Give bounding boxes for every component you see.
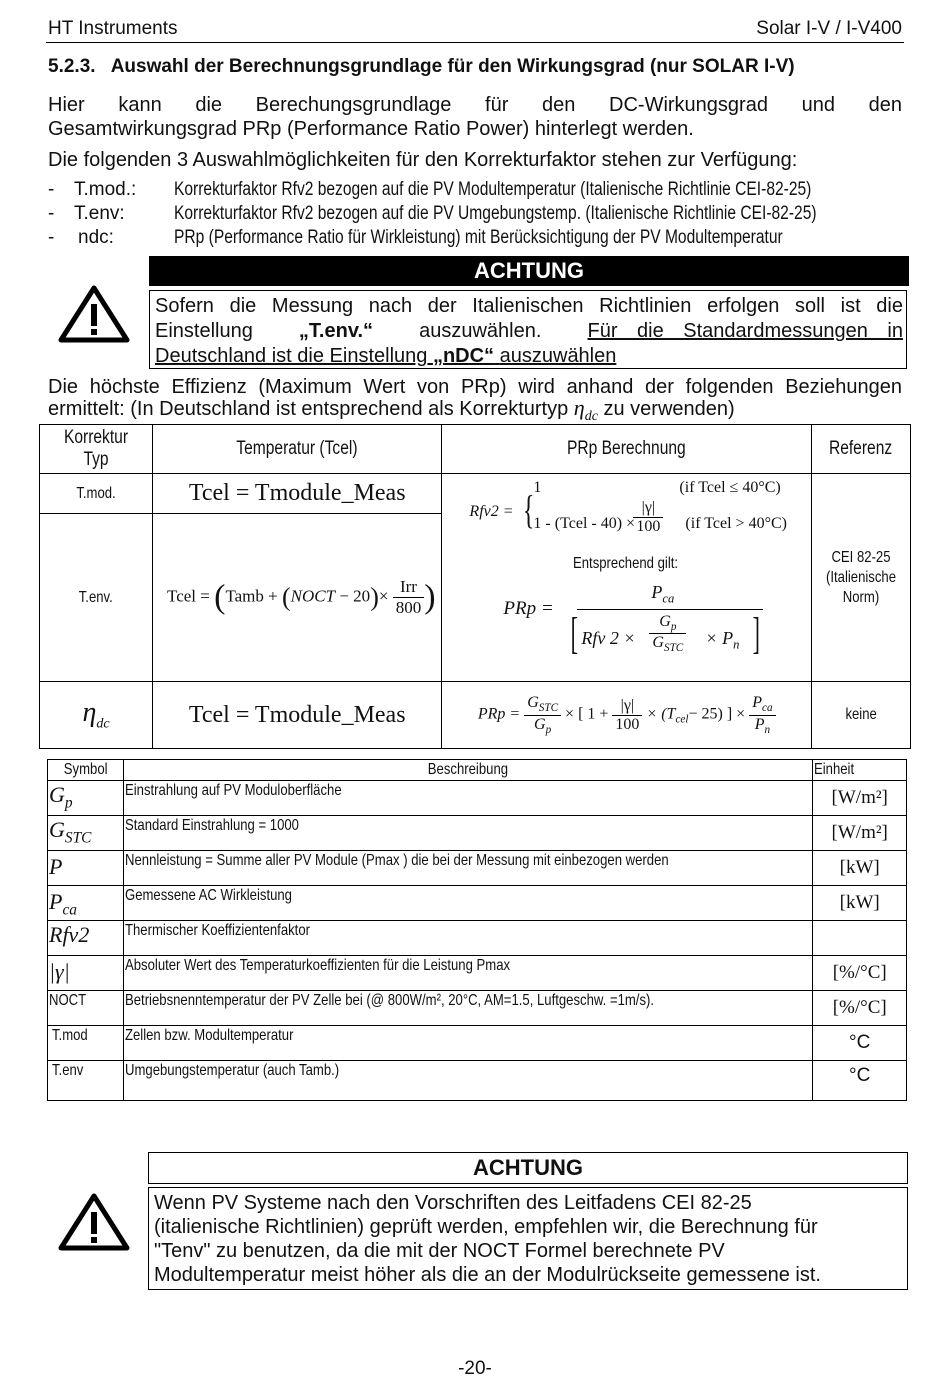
warning1-line1: Sofern die Messung nach der Italienischen Richtlinien erfolgen soll ist die	[155, 295, 903, 317]
warning1-box	[149, 290, 907, 369]
header-prp: PRp Berechnung	[442, 425, 812, 474]
unit-cell: °C	[813, 1061, 907, 1101]
warning2-line3: "Tenv" zu benutzen, da die mit der NOCT Formel berechnete PV	[154, 1240, 725, 1262]
option-key: T.env:	[74, 203, 125, 224]
header-typ: Korrektur Typ	[40, 425, 153, 474]
ndc-ref: keine	[811, 682, 910, 749]
row-ndc	[40, 682, 911, 749]
warning2-line2: (italienische Richtlinien) geprüft werden, empfehlen wir, die Berechnung für	[154, 1216, 818, 1238]
symbol-cell: Rfv2	[48, 921, 124, 956]
warning2-box	[148, 1187, 908, 1290]
desc-cell: Betriebsnenntemperatur der PV Zelle bei (@ 800W/m², 20°C, AM=1.5, Luftgeschw. =1m/s).	[123, 991, 813, 1026]
efficiency-line2: ermittelt: (In Deutschland ist entsprechend als Korrekturtyp $\eta_{dc}$ zu verwenden)	[48, 395, 735, 424]
symbol-table	[47, 759, 907, 1101]
desc-cell: Nennleistung = Summe aller PV Module (Pmax ) die bei der Messung mit einbezogen werden	[123, 851, 813, 886]
header-temp: Temperatur (Tcel)	[153, 425, 442, 474]
desc-cell: Standard Einstrahlung = 1000	[123, 816, 813, 851]
ndc-label: $\eta_{dc}$	[40, 682, 153, 749]
header-left: HT Instruments	[48, 18, 178, 39]
symbol-cell: $G_p$	[48, 781, 124, 816]
ndc-formula: Tcel = Tmodule_Meas	[153, 682, 442, 749]
option-text: PRp (Performance Ratio für Wirkleistung) mit Berücksichtigung der PV Modultemperatur	[174, 227, 783, 248]
header-right: Solar I-V / I-V400	[756, 18, 902, 39]
warning1-line3: Deutschland ist die Einstellung „nDC“ auszuwählen	[155, 345, 617, 367]
option-key: ndc:	[78, 227, 114, 248]
header-ref: Referenz	[811, 425, 910, 474]
warning2-line4: Modultemperatur meist höher als die an der Modulrückseite gemessene ist.	[154, 1264, 821, 1286]
table-row	[48, 781, 907, 816]
option-item: - T.env: Korrekturfaktor Rfv2 bezogen auf die PV Umgebungstemp. (Italienische Richtlinie CEI-82-25)	[48, 203, 817, 224]
symbol-cell: |γ|	[48, 956, 124, 991]
table-row	[48, 991, 907, 1026]
unit-cell: [%/°C]	[813, 991, 907, 1026]
unit-cell: [W/m²]	[813, 816, 907, 851]
tenv-formula: Tcel = (Tamb + (NOCT − 20)× $\frac{\text{Irr}}{800}$ )	[153, 514, 442, 682]
tmod-formula: Tcel = Tmodule_Meas	[153, 474, 442, 514]
symbol-cell: P	[48, 851, 124, 886]
intro-line2: Gesamtwirkungsgrad PRp (Performance Ratio Power) hinterlegt werden.	[48, 118, 694, 140]
header-rule	[46, 42, 904, 43]
warning2-line1: Wenn PV Systeme nach den Vorschriften des Leitfadens CEI 82-25	[154, 1192, 752, 1214]
symbol-table-header: Symbol Beschreibung Einheit	[48, 760, 907, 781]
option-text: Korrekturfaktor Rfv2 bezogen auf die PV Modultemperatur (Italienische Richtlinie CEI-82-25)	[174, 179, 812, 200]
symbol-cell: T.env	[48, 1061, 124, 1101]
section-title: Auswahl der Berechnungsgrundlage für den Wirkungsgrad (nur SOLAR I-V)	[110, 56, 795, 77]
unit-cell: [W/m²]	[813, 781, 907, 816]
table-row	[48, 851, 907, 886]
option-item: - ndc: PRp (Performance Ratio für Wirkleistung) mit Berücksichtigung der PV Modultemperatur	[48, 227, 783, 248]
symbol-cell: $G_{STC}$	[48, 816, 124, 851]
warning-triangle-icon	[58, 1192, 130, 1252]
table-row	[48, 1026, 907, 1061]
unit-cell: [kW]	[813, 851, 907, 886]
ref-cei: CEI 82-25 (Italienische Norm)	[811, 474, 910, 682]
unit-cell	[813, 921, 907, 956]
table-row	[48, 886, 907, 921]
tenv-label: T.env.	[40, 514, 153, 682]
symbol-cell: T.mod	[48, 1026, 124, 1061]
row-tmod	[40, 474, 911, 514]
warning1-title: ACHTUNG	[149, 256, 909, 286]
section-heading	[48, 56, 795, 78]
intro-p2: Die folgenden 3 Auswahlmöglichkeiten für den Korrekturfaktor stehen zur Verfügung:	[48, 149, 798, 171]
rfv2-cell: Rfv2 = { 1 (if Tcel ≤ 40°C) 1 - (Tcel - 40) × $\frac{|\gamma|}{100}$ (if Tcel > 40°C) Entsprechend gilt: PRp = $P_{ca}$ [ Rfv 2 × $G_p$ $G_{STC}$ × $P_n$ ]	[442, 474, 812, 682]
desc-cell: Umgebungstemperatur (auch Tamb.)	[123, 1061, 813, 1101]
warning1-line2: Einstellung „T.env.“ auszuwählen. Für die Standardmessungen in	[155, 320, 903, 342]
intro-line1: Hier kann die Berechungsgrundlage für den DC-Wirkungsgrad und den	[48, 94, 902, 116]
page-number: -20-	[458, 1358, 492, 1379]
desc-cell: Gemessene AC Wirkleistung	[123, 886, 813, 921]
calc-table-header	[40, 425, 911, 474]
option-key: T.mod.:	[74, 179, 137, 200]
desc-cell: Einstrahlung auf PV Moduloberfläche	[123, 781, 813, 816]
unit-cell: °C	[813, 1026, 907, 1061]
symbol-cell: $P_{ca}$	[48, 886, 124, 921]
section-number: 5.2.3.	[48, 56, 96, 77]
option-text: Korrekturfaktor Rfv2 bezogen auf die PV Umgebungstemp. (Italienische Richtlinie CEI-82-25)	[174, 203, 817, 224]
table-row	[48, 921, 907, 956]
tmod-label: T.mod.	[40, 474, 153, 514]
desc-cell: Zellen bzw. Modultemperatur	[123, 1026, 813, 1061]
desc-cell: Thermischer Koeffizientenfaktor	[123, 921, 813, 956]
desc-cell: Absoluter Wert des Temperaturkoeffizienten für die Leistung Pmax	[123, 956, 813, 991]
unit-cell: [%/°C]	[813, 956, 907, 991]
options-list	[48, 178, 908, 250]
warning2-title: ACHTUNG	[148, 1152, 908, 1184]
warning-triangle-icon	[58, 284, 130, 344]
calc-table	[39, 424, 911, 749]
unit-cell: [kW]	[813, 886, 907, 921]
table-row	[48, 956, 907, 991]
eta-symbol: η	[573, 395, 585, 420]
efficiency-line1: Die höchste Effizienz (Maximum Wert von PRp) wird anhand der folgenden Beziehungen	[48, 376, 902, 398]
option-item: - T.mod.: Korrekturfaktor Rfv2 bezogen auf die PV Modultemperatur (Italienische Richtlinie CEI-82-25)	[48, 179, 812, 200]
table-row	[48, 816, 907, 851]
table-row	[48, 1061, 907, 1101]
ndc-prp-formula: PRp = $\frac{G_{STC}}{G_p}$ × [ 1 + $\frac{|\gamma|}{100}$ × $(T_{cel}- 25)$ ] × $\frac{P_{ca}}{P_n}$	[442, 682, 812, 749]
symbol-cell: NOCT	[48, 991, 124, 1026]
